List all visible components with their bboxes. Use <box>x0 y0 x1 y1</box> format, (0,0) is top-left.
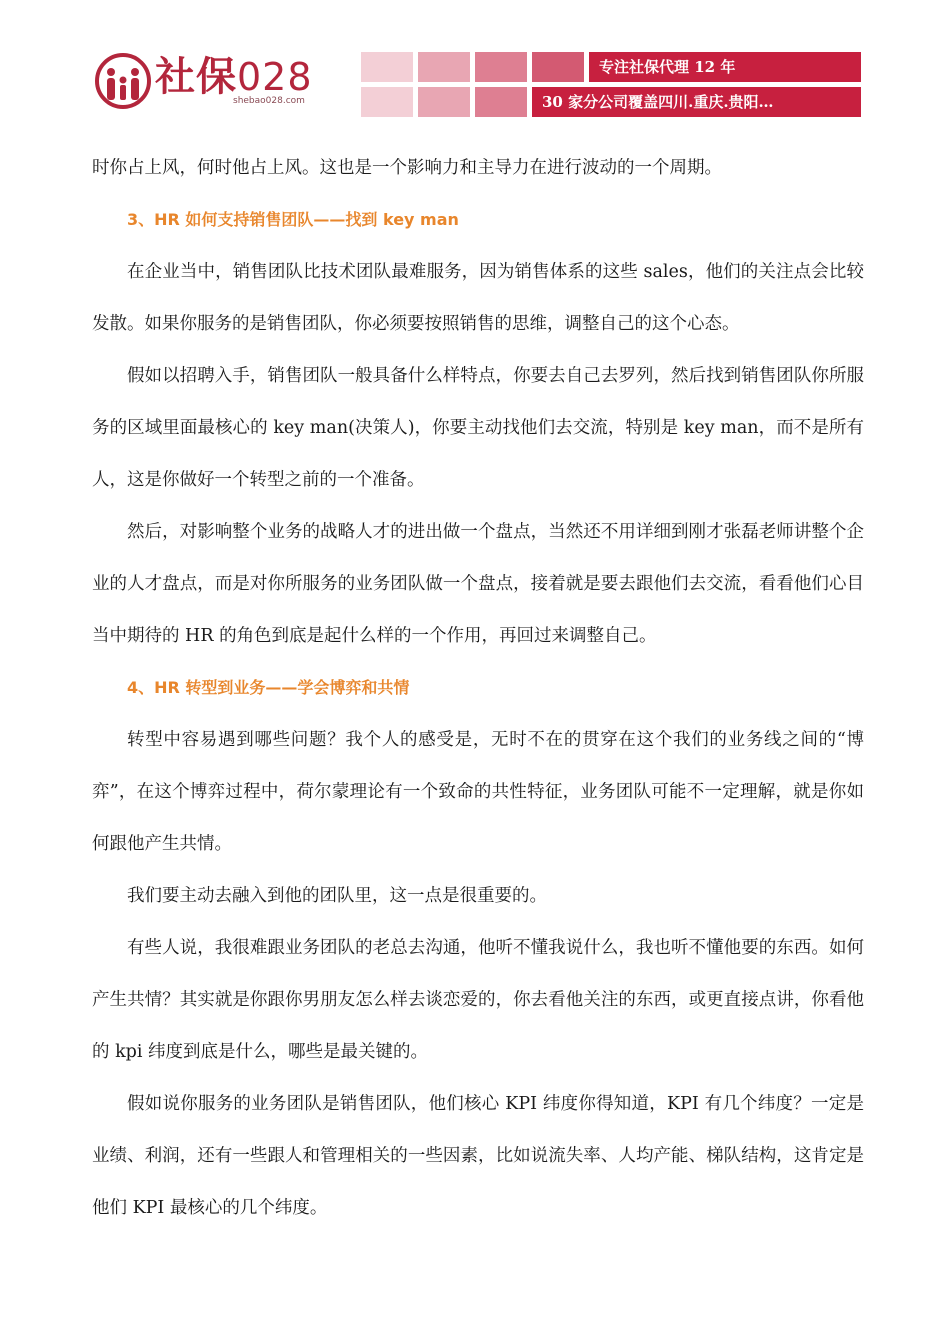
logo-subtitle: shebao028.com <box>233 96 305 106</box>
section-heading: 3、HR 如何支持销售团队——找到 key man <box>127 210 459 229</box>
paragraph: 转型中容易遇到哪些问题？我个人的感受是，无时不在的贯穿在这个我们的业务线之间的“博弈”，在这个博弈过程中，荷尔蒙理论有一个致命的共性特征，业务团队可能不一定理解，就是你如何跟他产生共情。 <box>92 730 864 854</box>
article-body <box>92 142 864 1234</box>
paragraph: 在企业当中，销售团队比技术团队最难服务，因为销售体系的这些 sales，他们的关注点会比较发散。如果你服务的是销售团队，你必须要按照销售的思维，调整自己的这个心态。 <box>92 262 864 334</box>
logo-wordmark <box>155 54 313 100</box>
banner-coverage: 30 家分公司覆盖四川.重庆.贵阳… <box>532 87 861 117</box>
decor-tile <box>361 87 413 117</box>
header-banner <box>361 52 861 118</box>
family-icon <box>93 52 153 110</box>
decor-tile <box>418 52 470 82</box>
decor-tile <box>475 87 527 117</box>
decor-tile <box>361 52 413 82</box>
paragraph: 时你占上风，何时他占上风。这也是一个影响力和主导力在进行波动的一个周期。 <box>92 158 722 178</box>
paragraph: 有些人说，我很难跟业务团队的老总去沟通，他听不懂我说什么，我也听不懂他要的东西。如何产生共情？其实就是你跟你男朋友怎么样去谈恋爱的，你去看他关注的东西，或更直接点讲，你看他的 kpi 纬度到底是什么，哪些是最关键的。 <box>92 938 864 1062</box>
decor-tile <box>418 87 470 117</box>
banner-tagline: 专注社保代理 12 年 <box>589 52 861 82</box>
section-heading: 4、HR 转型到业务——学会博弈和共情 <box>127 678 410 697</box>
paragraph: 然后，对影响整个业务的战略人才的进出做一个盘点，当然还不用详细到刚才张磊老师讲整个企业的人才盘点，而是对你所服务的业务团队做一个盘点，接着就是要去跟他们去交流，看看他们心目当中期待的 HR 的角色到底是起什么样的一个作用，再回过来调整自己。 <box>92 522 864 646</box>
logo-text: 社保 <box>155 54 237 100</box>
company-logo <box>93 52 343 110</box>
decor-tile <box>532 52 584 82</box>
paragraph: 假如以招聘入手，销售团队一般具备什么样特点，你要去自己去罗列，然后找到销售团队你所服务的区域里面最核心的 key man(决策人)，你要主动找他们去交流，特别是 key man，而不是所有人，这是你做好一个转型之前的一个准备。 <box>92 366 864 490</box>
paragraph: 假如说你服务的业务团队是销售团队，他们核心 KPI 纬度你得知道，KPI 有几个纬度？一定是业绩、利润，还有一些跟人和管理相关的一些因素，比如说流失率、人均产能、梯队结构，这肯定是他们 KPI 最核心的几个纬度。 <box>92 1094 864 1218</box>
decor-tile <box>475 52 527 82</box>
paragraph: 我们要主动去融入到他的团队里，这一点是很重要的。 <box>127 886 547 906</box>
logo-number: 028 <box>237 55 313 99</box>
